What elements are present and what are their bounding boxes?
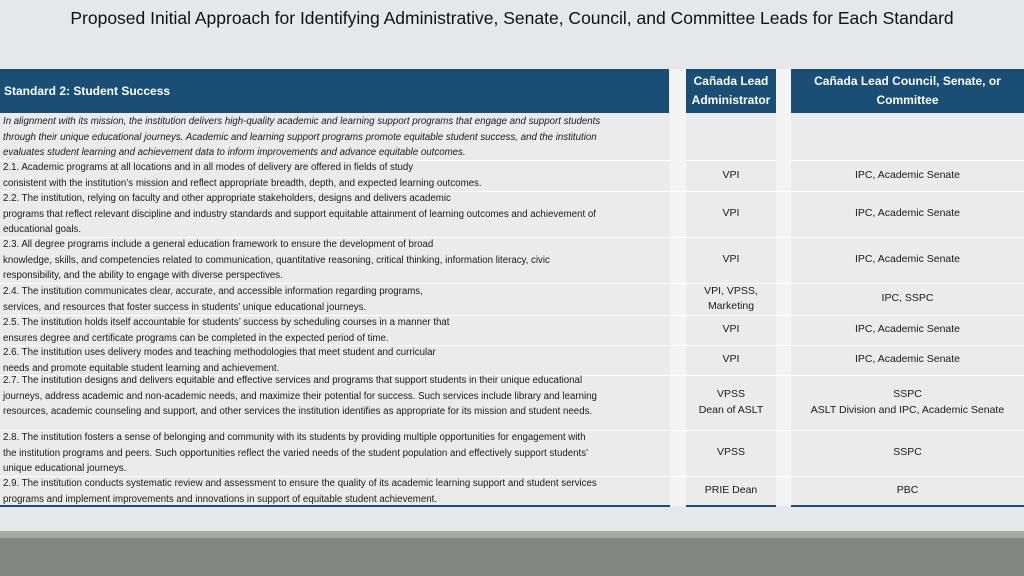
lead-admin-cell: VPI [722,353,740,366]
lead-admin-cell: VPSS Dean of ASLT [698,388,764,416]
lead-council-header: Cañada Lead Council, Senate, or Committee [791,69,1024,113]
lead-admin-cell: VPI [722,323,740,336]
standard-header: Standard 2: Student Success [0,69,669,113]
lead-admin-cell: VPI [722,207,740,220]
lead-admin-cell: PRIE Dean [704,484,758,497]
lead-council-cell: IPC, Academic Senate [854,207,961,220]
lead-admin-cell: VPI, VPSS, Marketing [704,284,758,312]
standard-item-text: 2.6. The institution uses delivery modes and teaching methodologies that meet student and curricular needs and promote equitable student learning and achievement. [3,347,436,374]
lead-council-cell: IPC, Academic Senate [854,253,961,266]
standard-item-text: 2.8. The institution fosters a sense of belonging and community with its students by providing multiple opportunities for engagement with the institution programs and peers. Such opportunities reflect the varied needs of the student population and effectively support students’ unique educational journeys. [3,432,589,474]
lead-council-cell: IPC, Academic Senate [854,168,961,181]
column-gap [670,69,686,506]
standard-item-text: 2.5. The institution holds itself accountable for students’ success by scheduling courses in a manner that ensures degree and certificate programs can be completed in the expected period of time. [3,317,450,344]
column-gap [776,69,791,506]
standard-item-text: 2.2. The institution, relying on faculty and other appropriate stakeholders, designs and delivers academic programs that reflect relevant discipline and industry standards and support equitable attainment of learning outcomes and achievement of educational goals. [3,193,596,235]
lead-admin-cell: VPI [722,168,740,181]
standard-item-text: 2.4. The institution communicates clear, accurate, and accessible information regarding programs, services, and resources that foster success in students’ unique educational journeys. [3,286,423,313]
lead-admin-cell: VPI [722,253,740,266]
lead-council-cell: SSPC [893,446,922,459]
standard-item-text: 2.7. The institution designs and delivers equitable and effective services and programs that support students in their unique educational journeys, address academic and non-academic needs, and maximize their potential for success. Such services include library and learning resources, academic counseling and support, and other services the institution identifies as appropriate for its mission and student needs. [3,375,597,417]
lead-council-cell: SSPC ASLT Division and IPC, Academic Senate [810,388,1005,416]
footer-band [0,531,1024,538]
lead-council-cell: IPC, Academic Senate [854,323,961,336]
standard-item-text: 2.1. Academic programs at all locations and in all modes of delivery are offered in fields of study consistent with the institution’s mission and reflect appropriate breadth, depth, and expected learning outcomes. [3,162,482,189]
standard-intro: In alignment with its mission, the institution delivers high-quality academic and learning support programs that engage and support students through their unique educational journeys. Academic and learning support programs promote equitable student success, and the institution evaluates student learning and achievement data to inform improvements and advance equitable outcomes. [3,116,601,158]
standard-item-text: 2.3. All degree programs include a general education framework to ensure the development of broad knowledge, skills, and competencies related to communication, quantitative reasoning, critical thinking, information literacy, civic responsibility, and the ability to engage with diverse perspectives. [3,239,550,281]
page-title: Proposed Initial Approach for Identifying Administrative, Senate, Council, and Committee Leads for Each Standard [70,8,954,28]
lead-admin-cell: VPSS [716,446,745,459]
lead-council-cell: IPC, SSPC [881,292,934,305]
lead-council-cell: IPC, Academic Senate [854,353,961,366]
footer-bar [0,538,1024,576]
lead-council-cell: PBC [896,484,919,497]
lead-admin-header: Cañada Lead Administrator [686,69,776,113]
standard-item-text: 2.9. The institution conducts systematic review and assessment to ensure the quality of its academic learning support and student services programs and implement improvements and innovations in support of equitable student achievement. [3,478,597,505]
